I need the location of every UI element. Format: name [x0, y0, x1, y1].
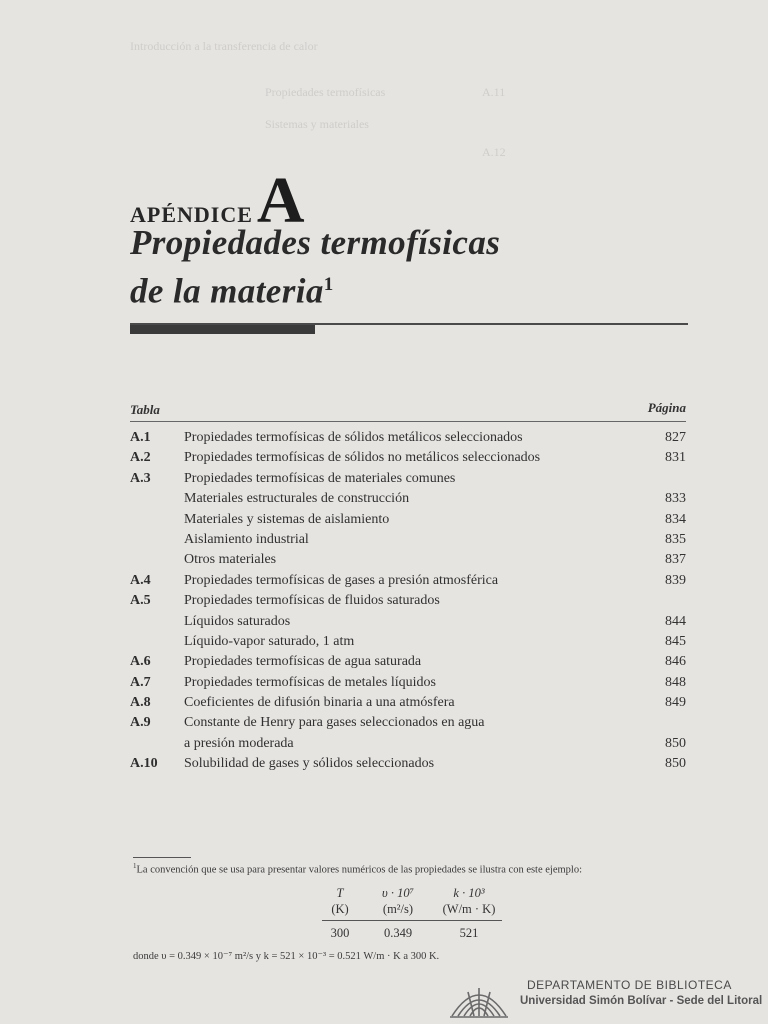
appendix-letter: A [256, 164, 305, 237]
toc-row: A.4 Propiedades termofísicas de gases a presión atmosférica 839 [130, 572, 686, 588]
bleed-through-text: Introducción a la transferencia de calor [130, 39, 318, 53]
toc-row: Materiales estructurales de construcción 833 [184, 491, 686, 507]
toc-row: A.5 Propiedades termofísicas de fluidos saturados [130, 593, 440, 609]
library-stamp-institution: Universidad Simón Bolívar - Sede del Litoral [520, 995, 763, 1007]
appendix-heading [130, 135, 305, 237]
appendix-word: APÉNDICE [130, 202, 253, 227]
toc-row: A.8 Coeficientes de difusión binaria a una atmósfera 849 [130, 695, 686, 711]
toc-header [130, 400, 686, 420]
toc-row: Aislamiento industrial 835 [184, 531, 686, 547]
toc-row: Materiales y sistemas de aislamiento 834 [184, 511, 686, 527]
toc-row: Líquido-vapor saturado, 1 atm 845 [184, 633, 686, 649]
toc-row: Líquidos saturados 844 [184, 613, 686, 629]
toc-header-table: Tabla [130, 402, 160, 417]
chapter-title [130, 222, 500, 313]
footnote-rule [133, 857, 191, 858]
example-col-viscosity: υ · 10⁷ (m²/s) 0.349 [382, 886, 414, 940]
toc-row: A.10 Solubilidad de gases y sólidos seleccionados 850 [130, 756, 686, 772]
example-col-conductivity: k · 10³ (W/m · K) 521 [442, 886, 496, 940]
bleed-through-text: Sistemas y materiales [265, 117, 369, 131]
example-col-temperature: T (K) 300 [330, 886, 350, 940]
footnote-text: $^1$La convención que se usa para presentar valores numéricos de las propiedades se ilustra con este ejemplo: [133, 862, 583, 876]
toc-row: A.1 Propiedades termofísicas de sólidos metálicos seleccionados 827 [130, 430, 686, 445]
title-rule-bar [130, 325, 315, 334]
toc-row: A.6 Propiedades termofísicas de agua saturada 846 [130, 654, 686, 670]
toc-row: A.3 Propiedades termofísicas de materiales comunes [130, 470, 456, 486]
university-seal-icon [448, 980, 510, 1020]
toc-row: A.9 Constante de Henry para gases seleccionados en agua [130, 715, 485, 731]
bleed-through-text: Propiedades termofísicas [265, 85, 386, 99]
toc-row: A.7 Propiedades termofísicas de metales líquidos 848 [130, 674, 686, 690]
toc-header-rule [130, 421, 686, 422]
toc-row: a presión moderada 850 [184, 735, 686, 751]
footnote-mark: 1 [323, 274, 334, 295]
library-stamp-title: DEPARTAMENTO DE BIBLIOTECA [527, 978, 732, 992]
toc-row: A.2 Propiedades termofísicas de sólidos no metálicos seleccionados 831 [130, 450, 686, 466]
bleed-through-number: A.11 [482, 85, 506, 99]
chapter-title-line1: Propiedades termofísicas [130, 223, 501, 262]
toc-list [130, 428, 686, 775]
bleed-through-number: A.12 [482, 145, 506, 159]
footnote-where: donde υ = 0.349 × 10⁻⁷ m²/s y k = 521 × 10⁻³ = 0.521 W/m · K a 300 K. [133, 951, 440, 962]
chapter-title-line2: de la materia$^1$ [130, 271, 334, 311]
example-table-rule [322, 920, 502, 921]
toc-header-page: Página [647, 400, 686, 415]
toc-row: Otros materiales 837 [184, 552, 686, 568]
